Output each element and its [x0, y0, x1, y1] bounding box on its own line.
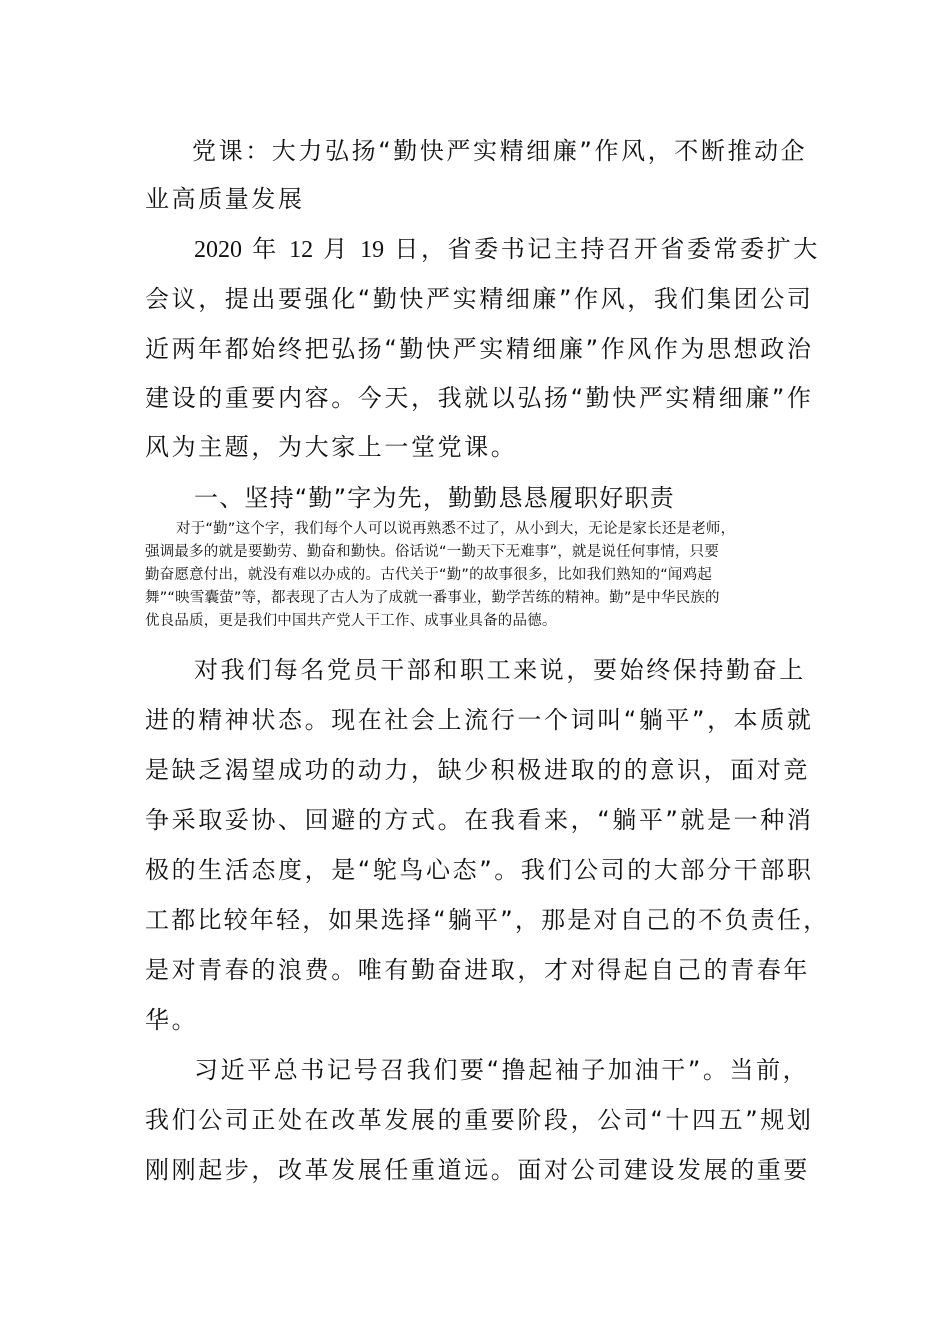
small-para-line-1: 对于“勤”这个字，我们每个人可以说再熟悉不过了，从小到大，无论是家长还是老师，	[176, 521, 736, 537]
date-text-1: 年	[242, 235, 290, 263]
intro-line-3: 近两年都始终把弘扬“勤快严实精细廉”作风作为思想政治	[145, 335, 814, 363]
small-para-line-3: 勤奋愿意付出，就没有难以办成的。古代关于“勤”的故事很多，比如我们熟知的“闻鸡起	[145, 567, 713, 583]
intro-line-4: 建设的重要内容。今天，我就以弘扬“勤快严实精细廉”作	[145, 384, 814, 412]
para3-line-2: 我们公司正处在改革发展的重要阶段，公司“十四五”规划	[145, 1106, 814, 1134]
date-day: 19	[360, 237, 385, 263]
small-para-line-2: 强调最多的就是要勤劳、勤奋和勤快。俗话说“一勤天下无难事”，就是说任何事情，只要	[145, 544, 720, 560]
para3-line-1: 习近平总书记号召我们要“撸起袖子加油干”。当前，	[194, 1056, 810, 1084]
small-para-line-5: 优良品质，更是我们中国共产党人干工作、成事业具备的品德。	[145, 613, 557, 629]
section-heading: 一、坚持“勤”字为先，勤勤恳恳履职好职责	[194, 484, 675, 512]
date-month: 12	[289, 237, 314, 263]
para2-line-3: 是缺乏渴望成功的动力，缺少积极进取的的意识，面对竞	[145, 756, 810, 784]
para2-line-2: 进的精神状态。现在社会上流行一个词叫“躺平”，本质就	[145, 706, 814, 734]
para2-line-5: 极的生活态度，是“鸵鸟心态”。我们公司的大部分干部职	[145, 856, 814, 884]
intro-line-2: 会议，提出要强化“勤快严实精细廉”作风，我们集团公司	[145, 285, 814, 313]
date-text-2: 月	[313, 235, 361, 263]
para3-line-3: 刚刚起步，改革发展任重道远。面对公司建设发展的重要	[145, 1156, 810, 1184]
date-year: 2020	[194, 237, 242, 263]
intro-line-5: 风为主题，为大家上一堂党课。	[145, 433, 518, 461]
para2-line-6: 工都比较年轻，如果选择“躺平”，那是对自己的不负责任，	[145, 906, 830, 934]
date-text-3: 日，省委书记主持召开省委常委扩大	[384, 235, 820, 263]
para2-line-4: 争采取妥协、回避的方式。在我看来，“躺平”就是一种消	[145, 806, 814, 834]
para2-line-8: 华。	[145, 1006, 199, 1034]
intro-line-1	[194, 234, 820, 265]
para2-line-1: 对我们每名党员干部和职工来说，要始终保持勤奋上	[194, 656, 806, 684]
small-para-line-4: 舞”“映雪囊萤”等，都表现了古人为了成就一番事业，勤学苦练的精神。勤”是中华民族的	[145, 590, 720, 606]
document-title-line-1: 党课：大力弘扬“勤快严实精细廉”作风，不断推动企	[192, 137, 808, 165]
document-title-line-2: 业高质量发展	[145, 185, 305, 213]
para2-line-7: 是对青春的浪费。唯有勤奋进取，才对得起自己的青春年	[145, 956, 810, 984]
